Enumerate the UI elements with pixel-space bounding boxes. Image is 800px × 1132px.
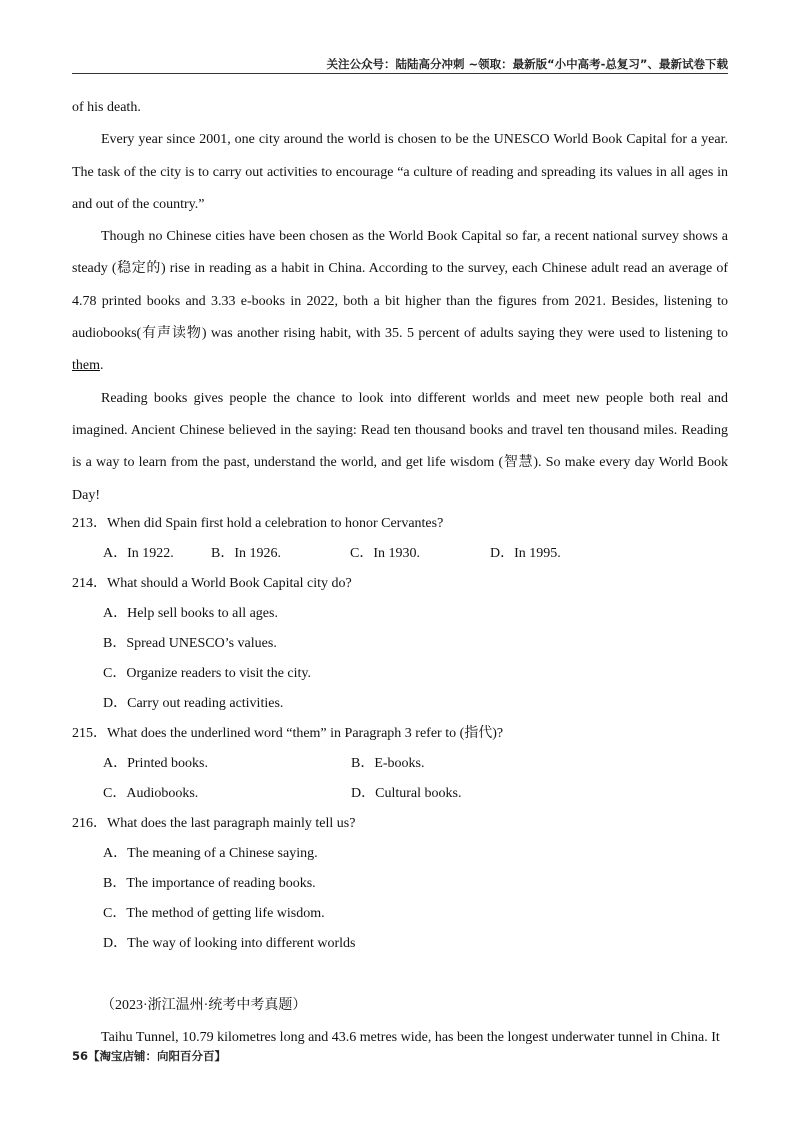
page-content: [72, 92, 728, 1054]
question-215-options-row-1: [72, 749, 728, 779]
question-216-stem: 216．What does the last paragraph mainly tell us?: [72, 815, 356, 831]
option-213-b: B．In 1926.: [211, 545, 281, 561]
page-number: 56: [72, 1049, 89, 1063]
option-215-b: B．E-books.: [351, 755, 425, 771]
question-213-stem: 213．When did Spain first hold a celebration to honor Cervantes?: [72, 515, 444, 531]
section-gap: [72, 959, 728, 989]
option-215-a: A．Printed books.: [103, 755, 208, 771]
option-213-c: C．In 1930.: [350, 545, 420, 561]
option-213-d: D．In 1995.: [490, 545, 561, 561]
question-214-stem: 214．What should a World Book Capital city do?: [72, 575, 352, 591]
page-header: 关注公众号：陆陆高分冲刺 ~领取：最新版“小中高考-总复习”、最新试卷下载: [326, 57, 728, 71]
question-215-options-row-2: [72, 779, 728, 809]
next-section-source: （2023·浙江温州·统考中考真题）: [101, 997, 307, 1013]
passage-paragraph-3: [72, 221, 728, 382]
passage-paragraph-1: of his death.: [72, 100, 141, 115]
passage-paragraph-4: Reading books gives people the chance to look into different worlds and meet new people both real and imagined. Ancient Chinese believed in the saying: Read ten thousand books and travel ten thousand miles. Reading is a way to learn from the past, understand the world, and get life wisdom (智慧). So make every day World Book Day!: [72, 390, 728, 503]
page-footer: [72, 1048, 226, 1064]
header-divider: [72, 73, 728, 74]
option-216-b: B．The importance of reading books.: [103, 875, 316, 891]
shop-label: 【淘宝店铺：向阳百分百】: [88, 1049, 227, 1063]
option-214-a: A．Help sell books to all ages.: [103, 605, 278, 621]
question-213-options: [72, 539, 728, 569]
paragraph-3-text: Though no Chinese cities have been chosen as the World Book Capital so far, a recent national survey shows a steady (稳定的) rise in reading as a habit in China. According to the survey, each Chinese adult read an average of 4.78 printed books and 3.33 e-books in 2022, both a bit higher than the figures from 2021. Besides, listening to audiobooks(有声读物) was another rising habit, with 35. 5 percent of adults saying they were used to listening to: [72, 229, 728, 342]
option-216-a: A．The meaning of a Chinese saying.: [103, 845, 318, 861]
option-214-b: B．Spread UNESCO’s values.: [103, 635, 277, 651]
passage-paragraph-2: Every year since 2001, one city around the world is chosen to be the UNESCO World Book Capital for a year. The task of the city is to carry out activities to encourage “a culture of reading and spreading its values in all ages in and out of the country.”: [72, 132, 728, 212]
option-215-c: C．Audiobooks.: [103, 785, 199, 801]
option-216-d: D．The way of looking into different worlds: [103, 935, 356, 951]
option-216-c: C．The method of getting life wisdom.: [103, 905, 325, 921]
underlined-word-them: them: [72, 358, 100, 374]
question-215-stem: 215．What does the underlined word “them” in Paragraph 3 refer to (指代)?: [72, 725, 504, 741]
option-214-d: D．Carry out reading activities.: [103, 695, 284, 711]
option-214-c: C．Organize readers to visit the city.: [103, 665, 311, 681]
option-215-d: D．Cultural books.: [351, 785, 462, 801]
next-section-intro: Taihu Tunnel, 10.79 kilometres long and 43.6 metres wide, has been the longest underwater tunnel in China. It: [101, 1029, 720, 1045]
paragraph-3-end: .: [100, 358, 104, 374]
option-213-a: A．In 1922.: [103, 545, 174, 561]
